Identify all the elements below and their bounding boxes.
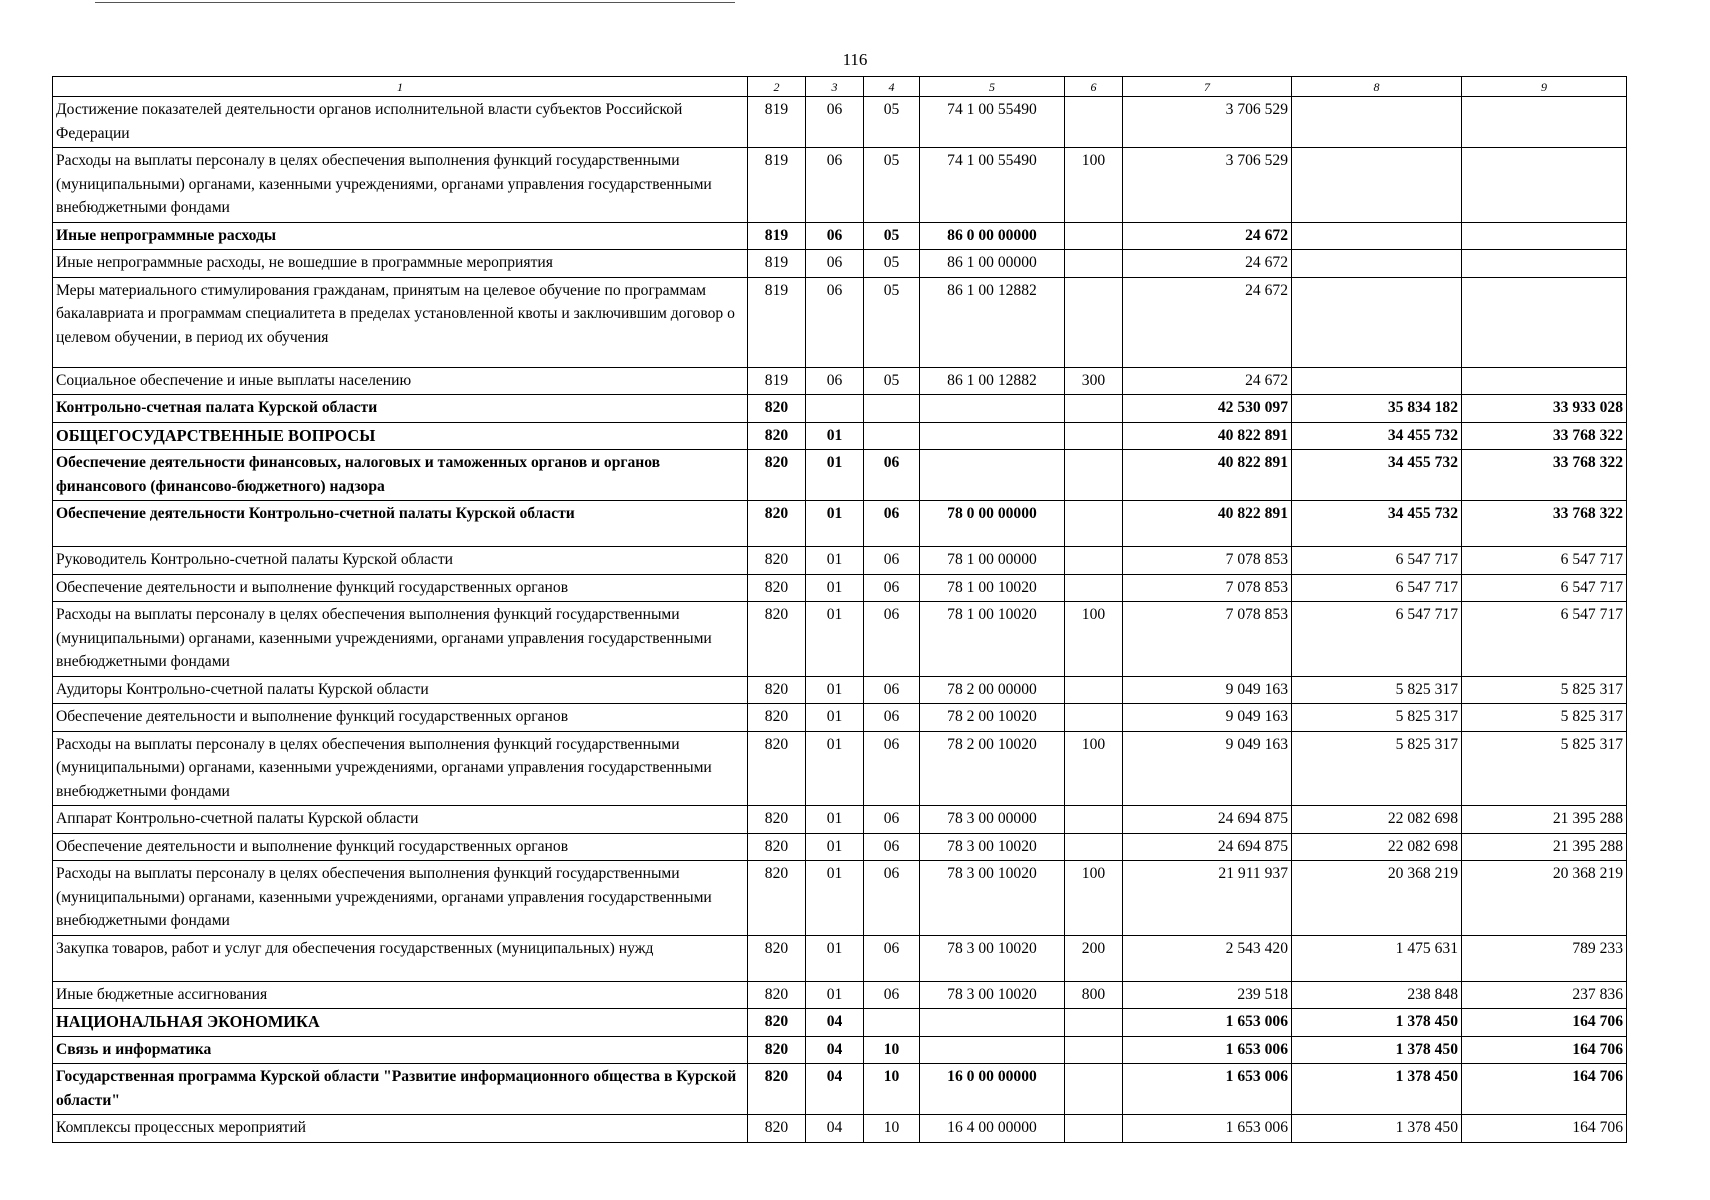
table-row <box>53 148 1627 223</box>
section-code-cell: 01 <box>806 501 864 547</box>
table-row <box>53 277 1627 367</box>
table-header <box>53 77 1627 97</box>
item-name-cell: Меры материального стимулирования гражданам, принятым на целевое обучение по программам бакалавриата и программам специалитета в пределах установленной квоты и заключившим договор о целевом обучении, в период их обучения <box>53 277 748 367</box>
subsection-code-cell: 05 <box>864 148 920 223</box>
expense-type-code-cell <box>1065 250 1123 278</box>
item-name-cell: Иные непрограммные расходы, не вошедшие в программные мероприятия <box>53 250 748 278</box>
table-row <box>53 1115 1627 1143</box>
amount-col-8-cell: 1 475 631 <box>1292 935 1462 981</box>
admin-code-cell: 820 <box>748 1064 806 1115</box>
amount-col-9-cell <box>1462 367 1627 395</box>
item-name-cell: Расходы на выплаты персоналу в целях обеспечения выполнения функций государственными (муниципальными) органами, казенными учреждениями, органами управления государственными внебюджетными фондами <box>53 148 748 223</box>
amount-col-7-cell: 42 530 097 <box>1123 395 1292 423</box>
admin-code-cell: 820 <box>748 422 806 450</box>
expense-type-code-cell <box>1065 97 1123 148</box>
admin-code-cell: 819 <box>748 222 806 250</box>
item-name-cell: Государственная программа Курской области "Развитие информационного общества в Курской области" <box>53 1064 748 1115</box>
table-row <box>53 450 1627 501</box>
amount-col-8-cell: 1 378 450 <box>1292 1036 1462 1064</box>
header-col-8: 8 <box>1292 77 1462 97</box>
item-name-cell: Обеспечение деятельности Контрольно-счетной палаты Курской области <box>53 501 748 547</box>
amount-col-7-cell: 1 653 006 <box>1123 1036 1292 1064</box>
admin-code-cell: 819 <box>748 148 806 223</box>
amount-col-8-cell <box>1292 222 1462 250</box>
amount-col-9-cell <box>1462 97 1627 148</box>
subsection-code-cell <box>864 422 920 450</box>
section-code-cell: 01 <box>806 935 864 981</box>
amount-col-9-cell: 6 547 717 <box>1462 602 1627 677</box>
item-name-cell: Связь и информатика <box>53 1036 748 1064</box>
amount-col-9-cell: 164 706 <box>1462 1115 1627 1143</box>
target-article-code-cell: 78 3 00 10020 <box>920 861 1065 936</box>
amount-col-8-cell: 5 825 317 <box>1292 704 1462 732</box>
section-code-cell: 01 <box>806 574 864 602</box>
subsection-code-cell <box>864 1009 920 1037</box>
header-col-4: 4 <box>864 77 920 97</box>
amount-col-7-cell: 24 672 <box>1123 222 1292 250</box>
subsection-code-cell: 06 <box>864 935 920 981</box>
header-col-2: 2 <box>748 77 806 97</box>
amount-col-8-cell: 6 547 717 <box>1292 574 1462 602</box>
admin-code-cell: 820 <box>748 501 806 547</box>
amount-col-7-cell: 24 672 <box>1123 250 1292 278</box>
item-name-cell: НАЦИОНАЛЬНАЯ ЭКОНОМИКА <box>53 1009 748 1037</box>
admin-code-cell: 820 <box>748 806 806 834</box>
amount-col-7-cell: 3 706 529 <box>1123 97 1292 148</box>
expense-type-code-cell <box>1065 1064 1123 1115</box>
expense-type-code-cell <box>1065 1009 1123 1037</box>
amount-col-8-cell <box>1292 277 1462 367</box>
header-col-6: 6 <box>1065 77 1123 97</box>
amount-col-7-cell: 24 694 875 <box>1123 806 1292 834</box>
expense-type-code-cell: 100 <box>1065 731 1123 806</box>
item-name-cell: Расходы на выплаты персоналу в целях обеспечения выполнения функций государственными (муниципальными) органами, казенными учреждениями, органами управления государственными внебюджетными фондами <box>53 731 748 806</box>
target-article-code-cell: 78 3 00 10020 <box>920 935 1065 981</box>
section-code-cell: 01 <box>806 981 864 1009</box>
subsection-code-cell: 05 <box>864 97 920 148</box>
section-code-cell: 01 <box>806 547 864 575</box>
subsection-code-cell <box>864 395 920 423</box>
table-row <box>53 222 1627 250</box>
amount-col-9-cell <box>1462 222 1627 250</box>
table-row <box>53 935 1627 981</box>
admin-code-cell: 820 <box>748 602 806 677</box>
target-article-code-cell <box>920 1036 1065 1064</box>
amount-col-9-cell: 5 825 317 <box>1462 704 1627 732</box>
section-code-cell: 01 <box>806 731 864 806</box>
item-name-cell: Контрольно-счетная палата Курской области <box>53 395 748 423</box>
table-row <box>53 676 1627 704</box>
amount-col-9-cell: 5 825 317 <box>1462 676 1627 704</box>
subsection-code-cell: 06 <box>864 547 920 575</box>
expense-type-code-cell: 100 <box>1065 148 1123 223</box>
amount-col-7-cell: 1 653 006 <box>1123 1115 1292 1143</box>
table-row <box>53 1036 1627 1064</box>
expense-type-code-cell: 100 <box>1065 602 1123 677</box>
section-code-cell: 01 <box>806 806 864 834</box>
expense-type-code-cell <box>1065 222 1123 250</box>
section-code-cell: 06 <box>806 250 864 278</box>
admin-code-cell: 820 <box>748 1009 806 1037</box>
page-number: 116 <box>842 50 868 69</box>
amount-col-9-cell <box>1462 250 1627 278</box>
admin-code-cell: 820 <box>748 1036 806 1064</box>
amount-col-8-cell: 1 378 450 <box>1292 1064 1462 1115</box>
amount-col-9-cell: 5 825 317 <box>1462 731 1627 806</box>
expense-type-code-cell <box>1065 806 1123 834</box>
admin-code-cell: 820 <box>748 676 806 704</box>
admin-code-cell: 819 <box>748 250 806 278</box>
admin-code-cell: 819 <box>748 367 806 395</box>
subsection-code-cell: 06 <box>864 704 920 732</box>
table-row <box>53 1064 1627 1115</box>
target-article-code-cell: 78 0 00 00000 <box>920 501 1065 547</box>
item-name-cell: Руководитель Контрольно-счетной палаты Курской области <box>53 547 748 575</box>
section-code-cell: 06 <box>806 277 864 367</box>
section-code-cell <box>806 395 864 423</box>
amount-col-8-cell: 6 547 717 <box>1292 602 1462 677</box>
expense-type-code-cell <box>1065 574 1123 602</box>
amount-col-7-cell: 9 049 163 <box>1123 731 1292 806</box>
expense-type-code-cell: 800 <box>1065 981 1123 1009</box>
target-article-code-cell: 74 1 00 55490 <box>920 148 1065 223</box>
expense-type-code-cell <box>1065 833 1123 861</box>
section-code-cell: 01 <box>806 450 864 501</box>
admin-code-cell: 820 <box>748 981 806 1009</box>
admin-code-cell: 820 <box>748 833 806 861</box>
amount-col-8-cell: 6 547 717 <box>1292 547 1462 575</box>
target-article-code-cell: 78 2 00 10020 <box>920 731 1065 806</box>
header-row <box>53 77 1627 97</box>
admin-code-cell: 819 <box>748 97 806 148</box>
expense-type-code-cell <box>1065 501 1123 547</box>
subsection-code-cell: 10 <box>864 1115 920 1143</box>
item-name-cell: Обеспечение деятельности финансовых, налоговых и таможенных органов и органов финансового (финансово-бюджетного) надзора <box>53 450 748 501</box>
target-article-code-cell: 16 4 00 00000 <box>920 1115 1065 1143</box>
amount-col-8-cell <box>1292 148 1462 223</box>
section-code-cell: 06 <box>806 97 864 148</box>
target-article-code-cell: 74 1 00 55490 <box>920 97 1065 148</box>
admin-code-cell: 820 <box>748 547 806 575</box>
item-name-cell: Иные бюджетные ассигнования <box>53 981 748 1009</box>
amount-col-8-cell: 22 082 698 <box>1292 833 1462 861</box>
amount-col-9-cell: 20 368 219 <box>1462 861 1627 936</box>
subsection-code-cell: 10 <box>864 1036 920 1064</box>
subsection-code-cell: 05 <box>864 250 920 278</box>
target-article-code-cell: 78 3 00 00000 <box>920 806 1065 834</box>
amount-col-8-cell: 20 368 219 <box>1292 861 1462 936</box>
target-article-code-cell: 78 1 00 00000 <box>920 547 1065 575</box>
target-article-code-cell <box>920 395 1065 423</box>
amount-col-9-cell: 164 706 <box>1462 1009 1627 1037</box>
admin-code-cell: 820 <box>748 450 806 501</box>
expense-type-code-cell <box>1065 1115 1123 1143</box>
expense-type-code-cell <box>1065 704 1123 732</box>
section-code-cell: 01 <box>806 833 864 861</box>
amount-col-9-cell: 33 768 322 <box>1462 450 1627 501</box>
table-row <box>53 861 1627 936</box>
item-name-cell: Закупка товаров, работ и услуг для обеспечения государственных (муниципальных) нужд <box>53 935 748 981</box>
expense-type-code-cell: 300 <box>1065 367 1123 395</box>
target-article-code-cell <box>920 450 1065 501</box>
section-code-cell: 01 <box>806 422 864 450</box>
subsection-code-cell: 06 <box>864 731 920 806</box>
budget-table <box>52 76 1627 1143</box>
amount-col-7-cell: 1 653 006 <box>1123 1064 1292 1115</box>
subsection-code-cell: 06 <box>864 833 920 861</box>
target-article-code-cell: 78 1 00 10020 <box>920 574 1065 602</box>
target-article-code-cell: 16 0 00 00000 <box>920 1064 1065 1115</box>
target-article-code-cell <box>920 422 1065 450</box>
item-name-cell: Иные непрограммные расходы <box>53 222 748 250</box>
amount-col-9-cell: 6 547 717 <box>1462 574 1627 602</box>
subsection-code-cell: 06 <box>864 574 920 602</box>
amount-col-9-cell: 21 395 288 <box>1462 833 1627 861</box>
amount-col-7-cell: 24 672 <box>1123 277 1292 367</box>
subsection-code-cell: 05 <box>864 222 920 250</box>
amount-col-9-cell: 237 836 <box>1462 981 1627 1009</box>
header-col-7: 7 <box>1123 77 1292 97</box>
table-row <box>53 395 1627 423</box>
section-code-cell: 06 <box>806 148 864 223</box>
table-row <box>53 97 1627 148</box>
amount-col-8-cell: 1 378 450 <box>1292 1009 1462 1037</box>
item-name-cell: ОБЩЕГОСУДАРСТВЕННЫЕ ВОПРОСЫ <box>53 422 748 450</box>
table-row <box>53 704 1627 732</box>
subsection-code-cell: 06 <box>864 806 920 834</box>
amount-col-7-cell: 1 653 006 <box>1123 1009 1292 1037</box>
amount-col-8-cell: 5 825 317 <box>1292 676 1462 704</box>
amount-col-9-cell: 33 768 322 <box>1462 501 1627 547</box>
item-name-cell: Аудиторы Контрольно-счетной палаты Курской области <box>53 676 748 704</box>
amount-col-8-cell <box>1292 250 1462 278</box>
amount-col-8-cell: 34 455 732 <box>1292 501 1462 547</box>
admin-code-cell: 820 <box>748 574 806 602</box>
table-row <box>53 250 1627 278</box>
subsection-code-cell: 06 <box>864 981 920 1009</box>
table-row <box>53 833 1627 861</box>
amount-col-7-cell: 40 822 891 <box>1123 450 1292 501</box>
table-row <box>53 574 1627 602</box>
expense-type-code-cell <box>1065 1036 1123 1064</box>
amount-col-8-cell: 22 082 698 <box>1292 806 1462 834</box>
amount-col-9-cell: 6 547 717 <box>1462 547 1627 575</box>
amount-col-9-cell: 33 933 028 <box>1462 395 1627 423</box>
amount-col-8-cell: 35 834 182 <box>1292 395 1462 423</box>
expense-type-code-cell: 200 <box>1065 935 1123 981</box>
amount-col-8-cell: 5 825 317 <box>1292 731 1462 806</box>
amount-col-7-cell: 40 822 891 <box>1123 501 1292 547</box>
amount-col-7-cell: 7 078 853 <box>1123 602 1292 677</box>
expense-type-code-cell <box>1065 547 1123 575</box>
item-name-cell: Аппарат Контрольно-счетной палаты Курской области <box>53 806 748 834</box>
table-row <box>53 602 1627 677</box>
admin-code-cell: 820 <box>748 935 806 981</box>
item-name-cell: Социальное обеспечение и иные выплаты населению <box>53 367 748 395</box>
amount-col-7-cell: 7 078 853 <box>1123 574 1292 602</box>
item-name-cell: Обеспечение деятельности и выполнение функций государственных органов <box>53 574 748 602</box>
amount-col-7-cell: 24 672 <box>1123 367 1292 395</box>
target-article-code-cell <box>920 1009 1065 1037</box>
amount-col-9-cell: 164 706 <box>1462 1036 1627 1064</box>
subsection-code-cell: 06 <box>864 501 920 547</box>
amount-col-9-cell: 33 768 322 <box>1462 422 1627 450</box>
subsection-code-cell: 05 <box>864 367 920 395</box>
amount-col-7-cell: 3 706 529 <box>1123 148 1292 223</box>
table-body <box>53 97 1627 1143</box>
header-col-9: 9 <box>1462 77 1627 97</box>
subsection-code-cell: 06 <box>864 450 920 501</box>
item-name-cell: Расходы на выплаты персоналу в целях обеспечения выполнения функций государственными (муниципальными) органами, казенными учреждениями, органами управления государственными внебюджетными фондами <box>53 861 748 936</box>
expense-type-code-cell <box>1065 395 1123 423</box>
table-row <box>53 547 1627 575</box>
section-code-cell: 04 <box>806 1115 864 1143</box>
table-row <box>53 731 1627 806</box>
amount-col-9-cell: 164 706 <box>1462 1064 1627 1115</box>
target-article-code-cell: 78 1 00 10020 <box>920 602 1065 677</box>
section-code-cell: 04 <box>806 1036 864 1064</box>
amount-col-8-cell: 1 378 450 <box>1292 1115 1462 1143</box>
header-col-1: 1 <box>53 77 748 97</box>
amount-col-8-cell: 238 848 <box>1292 981 1462 1009</box>
admin-code-cell: 820 <box>748 1115 806 1143</box>
section-code-cell: 06 <box>806 367 864 395</box>
amount-col-7-cell: 9 049 163 <box>1123 704 1292 732</box>
amount-col-9-cell: 789 233 <box>1462 935 1627 981</box>
amount-col-7-cell: 239 518 <box>1123 981 1292 1009</box>
admin-code-cell: 820 <box>748 395 806 423</box>
expense-type-code-cell <box>1065 676 1123 704</box>
section-code-cell: 04 <box>806 1009 864 1037</box>
amount-col-8-cell: 34 455 732 <box>1292 450 1462 501</box>
target-article-code-cell: 78 2 00 00000 <box>920 676 1065 704</box>
admin-code-cell: 820 <box>748 861 806 936</box>
admin-code-cell: 819 <box>748 277 806 367</box>
section-code-cell: 06 <box>806 222 864 250</box>
subsection-code-cell: 06 <box>864 861 920 936</box>
table-row <box>53 367 1627 395</box>
subsection-code-cell: 10 <box>864 1064 920 1115</box>
table-row <box>53 422 1627 450</box>
section-code-cell: 01 <box>806 704 864 732</box>
subsection-code-cell: 06 <box>864 602 920 677</box>
target-article-code-cell: 86 1 00 12882 <box>920 367 1065 395</box>
target-article-code-cell: 86 1 00 00000 <box>920 250 1065 278</box>
amount-col-8-cell <box>1292 367 1462 395</box>
table-row <box>53 981 1627 1009</box>
item-name-cell: Комплексы процессных мероприятий <box>53 1115 748 1143</box>
amount-col-7-cell: 9 049 163 <box>1123 676 1292 704</box>
table-row <box>53 1009 1627 1037</box>
amount-col-8-cell: 34 455 732 <box>1292 422 1462 450</box>
item-name-cell: Обеспечение деятельности и выполнение функций государственных органов <box>53 833 748 861</box>
target-article-code-cell: 78 2 00 10020 <box>920 704 1065 732</box>
subsection-code-cell: 05 <box>864 277 920 367</box>
section-code-cell: 01 <box>806 676 864 704</box>
amount-col-9-cell <box>1462 148 1627 223</box>
item-name-cell: Достижение показателей деятельности органов исполнительной власти субъектов Российской Федерации <box>53 97 748 148</box>
subsection-code-cell: 06 <box>864 676 920 704</box>
page-top-rule <box>95 2 735 3</box>
section-code-cell: 01 <box>806 602 864 677</box>
admin-code-cell: 820 <box>748 731 806 806</box>
expense-type-code-cell: 100 <box>1065 861 1123 936</box>
amount-col-7-cell: 21 911 937 <box>1123 861 1292 936</box>
header-col-3: 3 <box>806 77 864 97</box>
header-col-5: 5 <box>920 77 1065 97</box>
target-article-code-cell: 86 1 00 12882 <box>920 277 1065 367</box>
amount-col-7-cell: 2 543 420 <box>1123 935 1292 981</box>
amount-col-9-cell: 21 395 288 <box>1462 806 1627 834</box>
expense-type-code-cell <box>1065 277 1123 367</box>
item-name-cell: Расходы на выплаты персоналу в целях обеспечения выполнения функций государственными (муниципальными) органами, казенными учреждениями, органами управления государственными внебюджетными фондами <box>53 602 748 677</box>
admin-code-cell: 820 <box>748 704 806 732</box>
amount-col-7-cell: 24 694 875 <box>1123 833 1292 861</box>
target-article-code-cell: 78 3 00 10020 <box>920 833 1065 861</box>
expense-type-code-cell <box>1065 450 1123 501</box>
amount-col-8-cell <box>1292 97 1462 148</box>
target-article-code-cell: 86 0 00 00000 <box>920 222 1065 250</box>
section-code-cell: 01 <box>806 861 864 936</box>
item-name-cell: Обеспечение деятельности и выполнение функций государственных органов <box>53 704 748 732</box>
target-article-code-cell: 78 3 00 10020 <box>920 981 1065 1009</box>
amount-col-7-cell: 40 822 891 <box>1123 422 1292 450</box>
table-row <box>53 501 1627 547</box>
table-row <box>53 806 1627 834</box>
section-code-cell: 04 <box>806 1064 864 1115</box>
amount-col-9-cell <box>1462 277 1627 367</box>
amount-col-7-cell: 7 078 853 <box>1123 547 1292 575</box>
expense-type-code-cell <box>1065 422 1123 450</box>
